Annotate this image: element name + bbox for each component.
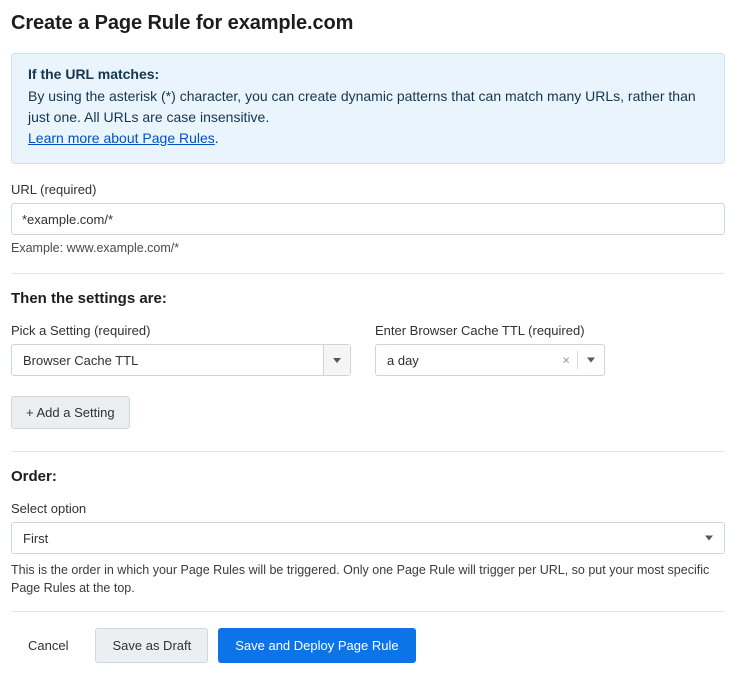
pick-setting-label: Pick a Setting (required) [11,323,151,338]
settings-row [11,323,725,376]
url-input[interactable] [11,203,725,235]
add-setting-button[interactable]: + Add a Setting [11,396,130,429]
url-field-hint: Example: www.example.com/* [11,241,180,255]
order-select-label: Select option [11,501,87,516]
save-as-draft-button[interactable]: Save as Draft [95,628,208,663]
divider-footer [11,611,725,612]
info-callout [11,53,725,164]
form-actions [11,628,725,663]
order-section-title: Order: [11,468,57,485]
ttl-label: Enter Browser Cache TTL (required) [375,323,585,338]
info-callout-body [28,86,708,149]
order-hint: This is the order in which your Page Rules will be triggered. Only one Page Rule will trigger per URL, so put your most specific Page Rules at the top. [11,563,710,596]
info-callout-title: If the URL matches: [28,66,160,82]
page-title: Create a Page Rule for example.com [11,12,354,34]
chevron-down-icon[interactable] [587,358,595,363]
select-divider [577,351,578,369]
clear-icon[interactable]: × [562,352,570,368]
pick-setting-dropdown-button[interactable] [323,345,350,375]
learn-more-link[interactable]: Learn more about Page Rules [28,130,215,146]
order-select[interactable] [11,522,725,554]
chevron-down-icon [333,358,341,363]
info-callout-period: . [214,130,219,146]
info-callout-text: By using the asterisk (*) character, you can create dynamic patterns that can match many URLs, rather than just one. All URLs are case insensitive. [28,88,696,125]
settings-section-title: Then the settings are: [11,290,167,307]
pick-setting-group [11,323,351,376]
page-rule-form [0,12,736,688]
url-field-label: URL (required) [11,182,97,197]
cancel-button[interactable]: Cancel [11,628,85,663]
divider-settings [11,273,725,274]
chevron-down-icon[interactable] [705,536,713,541]
ttl-value: a day [387,352,419,368]
save-and-deploy-button[interactable]: Save and Deploy Page Rule [218,628,415,663]
ttl-select[interactable] [375,344,605,376]
order-select-value: First [23,530,49,546]
divider-order [11,451,725,452]
pick-setting-select[interactable] [11,344,351,376]
ttl-group [375,323,605,376]
pick-setting-value: Browser Cache TTL [23,352,139,368]
